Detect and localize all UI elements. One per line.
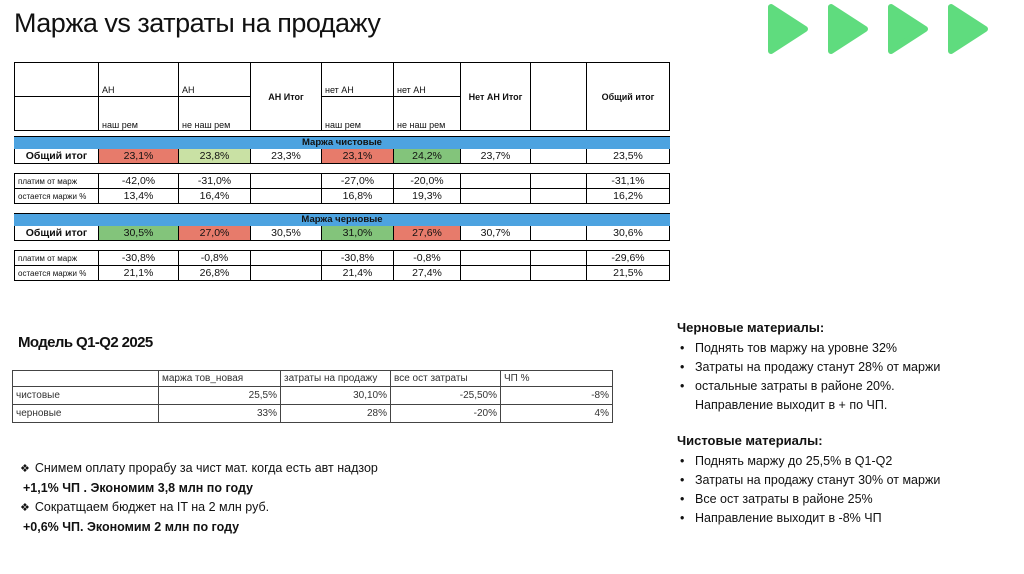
row-label: Общий итог bbox=[15, 149, 99, 164]
table-cell: 16,4% bbox=[179, 189, 251, 204]
table-cell: -30,8% bbox=[322, 251, 394, 266]
model-header: затраты на продажу bbox=[281, 371, 391, 387]
list-item: • Затраты на продажу станут 28% от маржи bbox=[677, 358, 1017, 377]
row-label: остается маржи % bbox=[15, 266, 99, 281]
model-header: ЧП % bbox=[501, 371, 613, 387]
table-cell bbox=[531, 189, 587, 204]
col-not-our-rem-2: не наш рем bbox=[394, 97, 461, 131]
col-our-rem: наш рем bbox=[99, 97, 179, 131]
table-cell bbox=[461, 174, 531, 189]
table-cell: 23,3% bbox=[251, 149, 322, 164]
play-arrow-icon bbox=[831, 7, 865, 51]
list-item: • Затраты на продажу станут 30% от маржи bbox=[677, 471, 1017, 490]
col-not-our-rem: не наш рем bbox=[179, 97, 251, 131]
table-cell: -30,8% bbox=[99, 251, 179, 266]
section-clean: Маржа чистовые bbox=[15, 137, 670, 149]
table-cell: 21,5% bbox=[587, 266, 670, 281]
note-result: +0,6% ЧП. Экономим 2 млн по году bbox=[23, 520, 240, 534]
table-cell: 23,1% bbox=[322, 149, 394, 164]
list-item: • остальные затраты в районе 20%. bbox=[677, 377, 1017, 396]
table-cell bbox=[461, 251, 531, 266]
table-cell bbox=[461, 266, 531, 281]
clean-materials-heading: Чистовые материалы: bbox=[677, 433, 823, 448]
list-item: • Поднять тов маржу на уровне 32% bbox=[677, 339, 1017, 358]
model-header bbox=[13, 371, 159, 387]
table-cell: -0,8% bbox=[394, 251, 461, 266]
table-cell: -0,8% bbox=[179, 251, 251, 266]
list-item: • Поднять маржу до 25,5% в Q1-Q2 bbox=[677, 452, 1017, 471]
table-cell: -20,0% bbox=[394, 174, 461, 189]
table-cell bbox=[461, 189, 531, 204]
table-cell: 27,0% bbox=[179, 226, 251, 241]
table-cell bbox=[531, 149, 587, 164]
table-cell: 30,6% bbox=[587, 226, 670, 241]
table-cell bbox=[531, 266, 587, 281]
col-net-an-2: нет АН bbox=[394, 63, 461, 97]
col-net-an-total: Нет АН Итог bbox=[461, 63, 531, 131]
table-cell: 21,4% bbox=[322, 266, 394, 281]
table-cell: 30,5% bbox=[99, 226, 179, 241]
table-cell: 13,4% bbox=[99, 189, 179, 204]
table-cell: 21,1% bbox=[99, 266, 179, 281]
row-label: остается маржи % bbox=[15, 189, 99, 204]
table-cell: 30,7% bbox=[461, 226, 531, 241]
table-cell: -42,0% bbox=[99, 174, 179, 189]
col-an: АН bbox=[99, 63, 179, 97]
col-net-an: нет АН bbox=[322, 63, 394, 97]
clean-materials-list bbox=[677, 452, 1017, 528]
table-cell: 33% bbox=[159, 405, 281, 423]
table-cell: 19,3% bbox=[394, 189, 461, 204]
col-an-2: АН bbox=[179, 63, 251, 97]
table-cell: -8% bbox=[501, 387, 613, 405]
col-an-total: АН Итог bbox=[251, 63, 322, 131]
table-cell: 27,6% bbox=[394, 226, 461, 241]
table-cell: 25,5% bbox=[159, 387, 281, 405]
table-cell: -25,50% bbox=[391, 387, 501, 405]
table-cell: 4% bbox=[501, 405, 613, 423]
table-cell: -20% bbox=[391, 405, 501, 423]
table-cell bbox=[251, 251, 322, 266]
table-cell bbox=[251, 174, 322, 189]
row-label: платим от марж bbox=[15, 174, 99, 189]
note-item: ❖ Снимем оплату прорабу за чист мат. когда есть авт надзор bbox=[20, 459, 378, 479]
row-label: платим от марж bbox=[15, 251, 99, 266]
table-cell bbox=[251, 189, 322, 204]
row-label: Общий итог bbox=[15, 226, 99, 241]
table-cell: 16,2% bbox=[587, 189, 670, 204]
table-cell: 24,2% bbox=[394, 149, 461, 164]
table-cell bbox=[251, 266, 322, 281]
play-arrow-icon bbox=[951, 7, 985, 51]
materials-panel bbox=[677, 318, 1017, 528]
table-cell: 23,1% bbox=[99, 149, 179, 164]
margin-table bbox=[14, 62, 670, 281]
table-cell: 30,10% bbox=[281, 387, 391, 405]
table-cell: -29,6% bbox=[587, 251, 670, 266]
table-cell: -31,0% bbox=[179, 174, 251, 189]
play-arrows-decoration bbox=[765, 0, 995, 58]
model-row-label: чистовые bbox=[13, 387, 159, 405]
table-cell: 28% bbox=[281, 405, 391, 423]
model-title: Модель Q1-Q2 2025 bbox=[18, 334, 153, 351]
table-cell bbox=[531, 226, 587, 241]
table-cell: 23,8% bbox=[179, 149, 251, 164]
notes-list bbox=[20, 459, 378, 537]
note-item: ❖ Сократщаем бюджет на IT на 2 млн руб. bbox=[20, 498, 378, 518]
play-arrow-icon bbox=[891, 7, 925, 51]
col-grand-total: Общий итог bbox=[587, 63, 670, 131]
table-cell bbox=[531, 174, 587, 189]
model-table bbox=[12, 370, 613, 423]
rough-materials-heading: Черновые материалы: bbox=[677, 320, 825, 335]
list-item: • Направление выходит в -8% ЧП bbox=[677, 509, 1017, 528]
table-cell: -27,0% bbox=[322, 174, 394, 189]
page-title: Маржа vs затраты на продажу bbox=[14, 8, 381, 38]
table-cell: 26,8% bbox=[179, 266, 251, 281]
model-row-label: черновые bbox=[13, 405, 159, 423]
table-cell: 23,7% bbox=[461, 149, 531, 164]
note-result: +1,1% ЧП . Экономим 3,8 млн по году bbox=[23, 481, 254, 495]
rough-materials-list bbox=[677, 339, 1017, 396]
list-item-continuation: Направление выходит в + по ЧП. bbox=[695, 398, 888, 412]
table-cell: 23,5% bbox=[587, 149, 670, 164]
play-arrow-icon bbox=[771, 7, 805, 51]
col-our-rem-2: наш рем bbox=[322, 97, 394, 131]
section-rough: Маржа черновые bbox=[15, 214, 670, 226]
table-cell: -31,1% bbox=[587, 174, 670, 189]
list-item: • Все ост затраты в районе 25% bbox=[677, 490, 1017, 509]
table-cell: 16,8% bbox=[322, 189, 394, 204]
table-cell: 27,4% bbox=[394, 266, 461, 281]
table-cell bbox=[531, 251, 587, 266]
model-header: маржа тов_новая bbox=[159, 371, 281, 387]
model-header: все ост затраты bbox=[391, 371, 501, 387]
table-cell: 30,5% bbox=[251, 226, 322, 241]
table-cell: 31,0% bbox=[322, 226, 394, 241]
